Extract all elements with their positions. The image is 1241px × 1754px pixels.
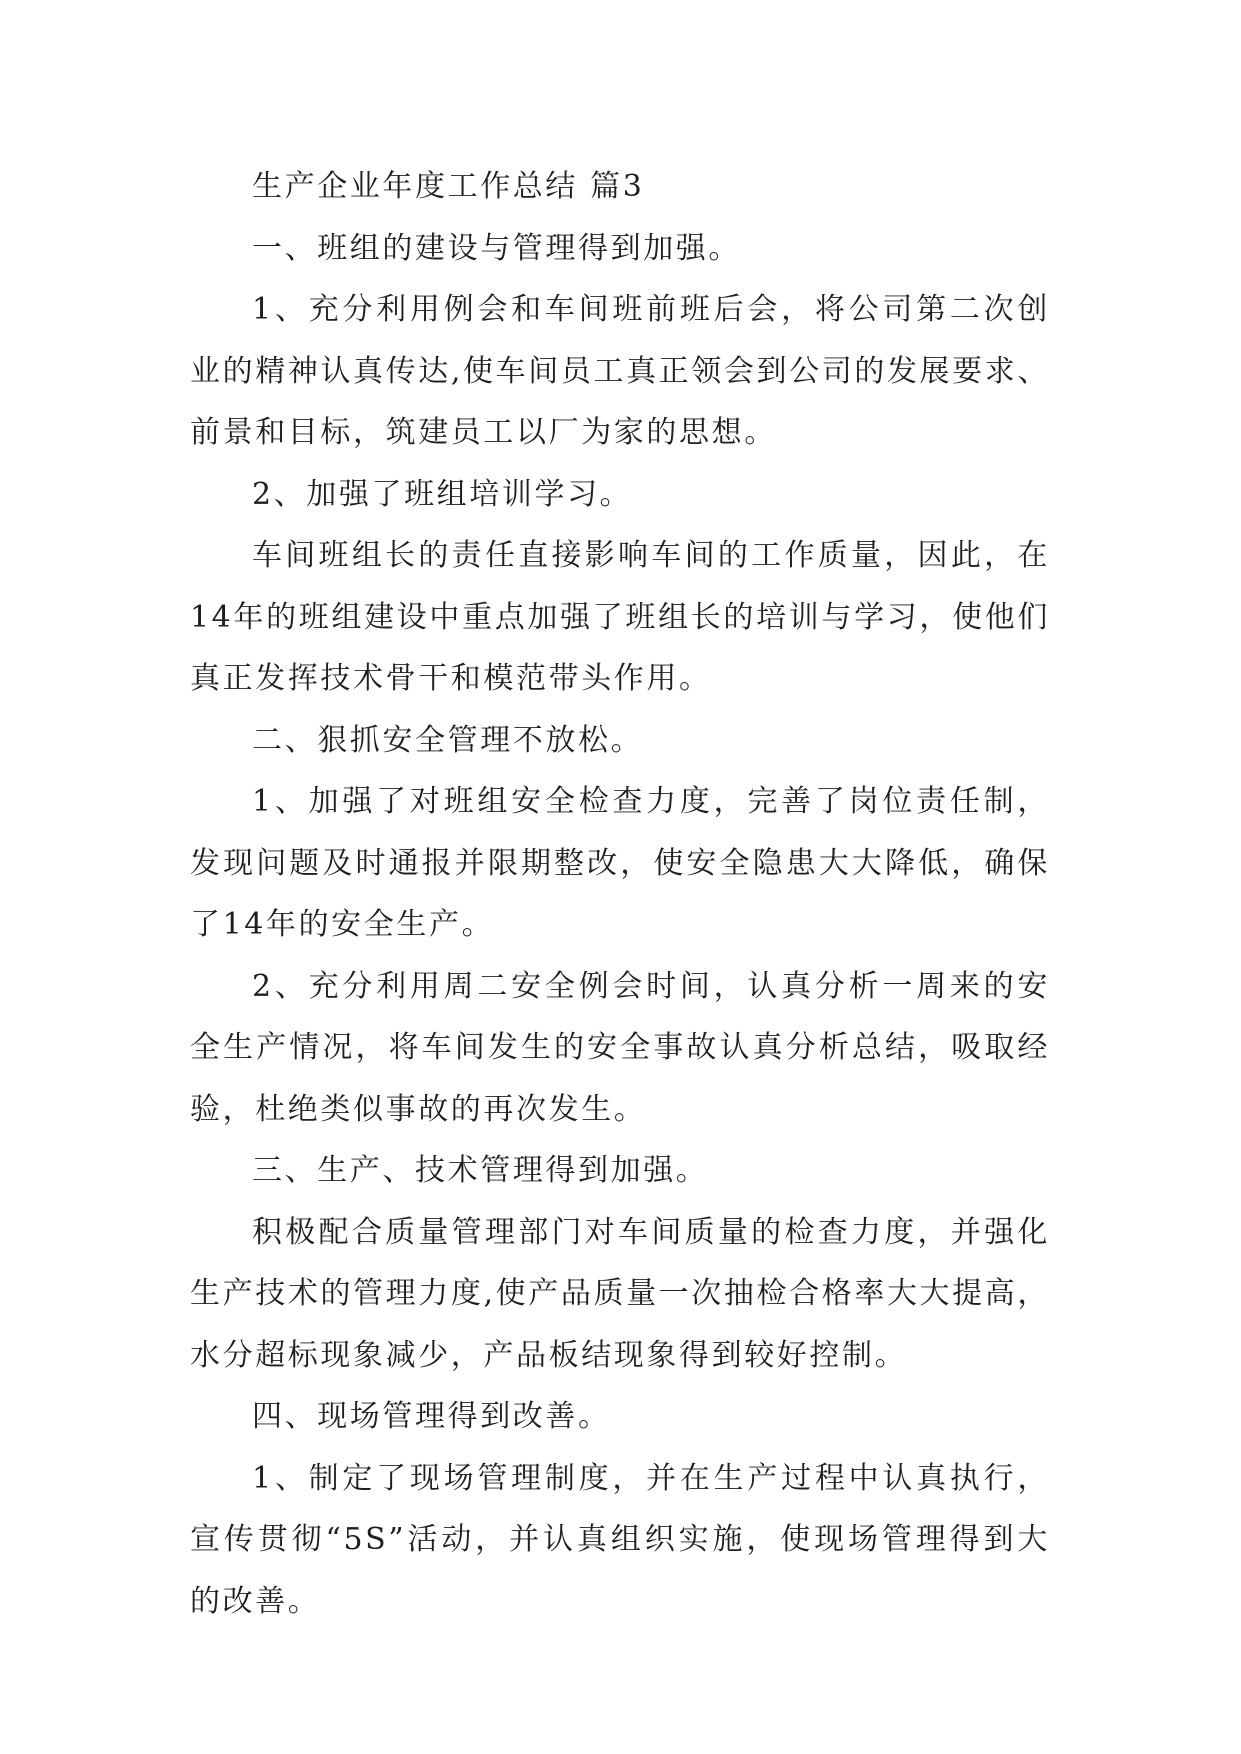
body-paragraph: 车间班组长的责任直接影响车间的工作质量，因此，在14年的班组建设中重点加强了班组长的培训与学习，使他们真正发挥技术骨干和模范带头作用。 [190,538,1050,696]
body-paragraph: 1、加强了对班组安全检查力度，完善了岗位责任制，发现问题及时通报并限期整改，使安全隐患大大降低，确保了14年的安全生产。 [190,784,1050,942]
section-heading: 四、现场管理得到改善。 [252,1399,611,1434]
section-heading: 一、班组的建设与管理得到加强。 [252,230,741,266]
document-title: 生产企业年度工作总结 篇3 [252,169,645,204]
document-body [190,156,1050,1632]
body-paragraph: 1、制定了现场管理制度，并在生产过程中认真执行，宣传贯彻“5S”活动，并认真组织实施，使现场管理得到大的改善。 [190,1460,1050,1619]
body-paragraph: 2、加强了班组培训学习。 [252,476,633,512]
body-paragraph: 积极配合质量管理部门对车间质量的检查力度，并强化生产技术的管理力度,使产品质量一次抽检合格率大大提高，水分超标现象减少，产品板结现象得到较好控制。 [190,1214,1050,1373]
body-paragraph: 2、充分利用周二安全例会时间，认真分析一周来的安全生产情况，将车间发生的安全事故认真分析总结，吸取经验，杜绝类似事故的再次发生。 [190,968,1050,1127]
section-heading: 三、生产、技术管理得到加强。 [252,1153,709,1188]
body-paragraph: 1、充分利用例会和车间班前班后会，将公司第二次创业的精神认真传达,使车间员工真正领会到公司的发展要求、前景和目标，筑建员工以厂为家的思想。 [190,292,1050,450]
section-heading: 二、狠抓安全管理不放松。 [252,722,644,758]
